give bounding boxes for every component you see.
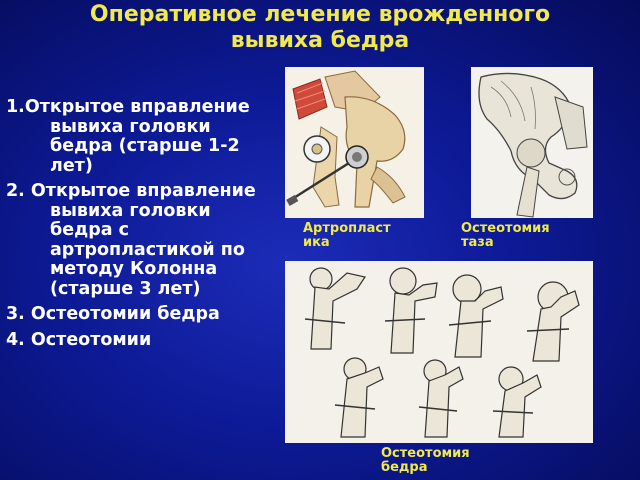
list-item xyxy=(6,305,276,325)
caption-femur-osteotomy xyxy=(381,447,470,475)
caption-pelvis-osteotomy xyxy=(461,222,550,250)
caption-arthroplasty-line-1: Артропласт xyxy=(303,221,391,236)
title-line-2: вывиха бедра xyxy=(230,28,410,53)
arthroplasty-illustration xyxy=(285,67,424,218)
slide-title xyxy=(20,2,620,54)
list-item xyxy=(6,98,276,176)
list-text: Остеотомии бедра xyxy=(30,304,220,324)
list-text: Остеотомии xyxy=(30,329,152,350)
list-number: 1. xyxy=(6,97,25,117)
list-text: Открытое вправление вывиха головки бедра (старше 1-2 лет) xyxy=(24,97,250,176)
caption-femur-osteotomy-line-2: бедра xyxy=(381,460,428,475)
caption-arthroplasty-line-2: ика xyxy=(303,235,330,250)
list-number: 4. xyxy=(6,329,31,350)
caption-pelvis-osteotomy-line-2: таза xyxy=(461,235,494,250)
caption-pelvis-osteotomy-line-1: Остеотомия xyxy=(461,221,550,236)
list-number: 3. xyxy=(6,304,31,324)
caption-femur-osteotomy-line-1: Остеотомия xyxy=(381,446,470,461)
caption-arthroplasty xyxy=(303,222,391,250)
femur-osteotomy-drawings xyxy=(285,261,593,443)
treatment-list xyxy=(6,98,276,356)
list-item xyxy=(6,182,276,299)
pelvis-osteotomy-drawing xyxy=(471,67,593,218)
title-line-1: Оперативное лечение врожденного xyxy=(89,2,551,27)
list-text: Открытое вправление вывиха головки бедра с артропластикой по методу Колонна (старше 3 лет) xyxy=(30,181,256,299)
list-number: 2. xyxy=(6,181,31,201)
list-item xyxy=(6,331,276,351)
